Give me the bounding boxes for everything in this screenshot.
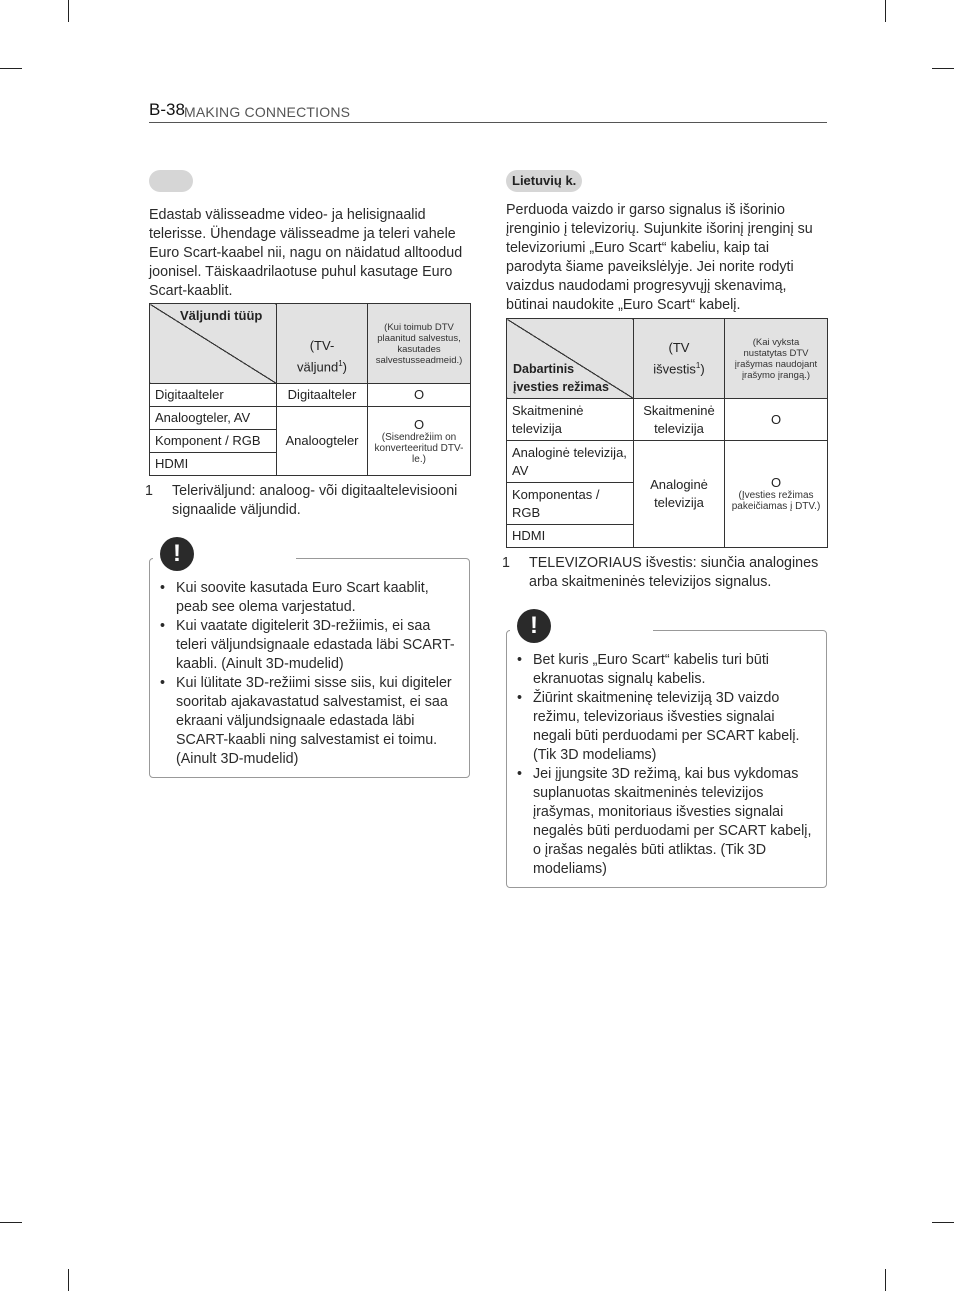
caution-item: • Jei įjungsite 3D režimą, kai bus vykdomas suplanuotas skaitmeninės televizijos įrašymas, monitoriaus išvesties signalai negalės būti perduodami per SCART kabelį, o įrašas negalės būti atliktas. (Tik 3D modeliams) xyxy=(515,765,812,879)
footnote-text: Teleriväljund: analoog- või digitaaltelevisiooni signaalide väljundid. xyxy=(172,483,458,518)
cell-mark: O xyxy=(413,416,425,432)
caution-item: • Bet kuris „Euro Scart“ kabelis turi būti ekranuotas signalų kabelis. xyxy=(515,651,812,689)
caution-item: • Kui soovite kasutada Euro Scart kaablit, peab see olema varjestatud. xyxy=(158,579,455,617)
cell-value-group xyxy=(368,407,471,476)
footnote xyxy=(145,482,470,520)
header-text: (Kai vyksta nustatytas DTV įrašymas naudojant įrašymo įrangą.) xyxy=(734,336,818,381)
row-label: Skaitmeninė televizija xyxy=(507,399,634,441)
row-label: Komponentas / RGB xyxy=(507,483,634,525)
row-label: Analoginė televizija, AV xyxy=(507,441,634,483)
footnote-ref: 1 xyxy=(695,360,701,370)
crop-mark xyxy=(68,0,69,22)
caution-icon: ! xyxy=(160,537,194,571)
cell-value: Skaitmeninė televizija xyxy=(634,399,725,441)
table-corner-cell xyxy=(150,304,277,384)
connection-table xyxy=(506,318,828,548)
cell-value: O xyxy=(725,399,828,441)
header-tv-output xyxy=(634,319,725,399)
cell-value: O xyxy=(368,384,471,407)
crop-mark xyxy=(0,68,22,69)
caution-box xyxy=(506,612,827,888)
crop-mark xyxy=(0,1222,22,1223)
corner-label-line: įvesties režimas xyxy=(513,380,609,394)
cell-value: Digitaalteler xyxy=(277,384,368,407)
row-label: HDMI xyxy=(150,453,277,476)
header-text: ) xyxy=(342,359,347,375)
header-text: (TV- xyxy=(309,337,335,353)
cell-value: Analoogteler xyxy=(277,407,368,476)
row-label: Analoogteler, AV xyxy=(150,407,277,430)
header-text: (Kui toimub DTV plaanitud salvestus, kasutades salvestusseadmeid.) xyxy=(375,321,463,366)
language-badge: Lietuvių k. xyxy=(506,170,582,192)
header-text: (TV xyxy=(668,339,690,355)
footnote-number: 1 xyxy=(145,483,153,499)
corner-label xyxy=(513,360,609,396)
cell-note: (Įvesties režimas pakeičiamas į DTV.) xyxy=(731,490,821,512)
header-text: ) xyxy=(700,361,705,377)
caution-list xyxy=(158,579,455,769)
header-recording xyxy=(725,319,828,399)
connection-table xyxy=(149,303,471,476)
caution-list xyxy=(515,651,812,879)
footnote-text: TELEVIZORIAUS išvestis: siunčia analogines arba skaitmeninės televizijos signalus. xyxy=(529,555,819,590)
caution-item: • Kui vaatate digitelerit 3D-režiimis, ei saa teleri väljundsignaale edastada läbi SCART-kaabli. (Ainult 3D-mudelid) xyxy=(158,617,455,674)
crop-mark xyxy=(68,1269,69,1291)
crop-mark xyxy=(932,1222,954,1223)
header-text: išvestis xyxy=(653,361,696,377)
cell-mark: O xyxy=(770,475,782,490)
corner-label: Väljundi tüüp xyxy=(180,308,263,323)
footnote-ref: 1 xyxy=(338,358,343,368)
page-header xyxy=(149,100,827,123)
caution-item: • Kui lülitate 3D-režiimi sisse siis, kui digiteler sooritab ajakavastatud salvestamist, ei saa ekraani väljundsignaale edastada läbi SCART-kaabli ning salvestamist ei toimu. (Ainult 3D-mudelid) xyxy=(158,674,455,769)
right-column xyxy=(502,170,827,888)
footnote-number: 1 xyxy=(502,555,510,571)
crop-mark xyxy=(885,0,886,22)
crop-mark xyxy=(932,68,954,69)
caution-icon: ! xyxy=(517,609,551,643)
caution-item: • Žiūrint skaitmeninę televiziją 3D vaizdo režimu, televizoriaus išvesties signalai negali būti perduodami per SCART kabelį. (Tik 3D modeliams) xyxy=(515,689,812,765)
intro-text: Perduoda vaizdo ir garso signalus iš išorinio įrenginio į televizorių. Sujunkite išorinį įrenginį su televizoriumi „Euro Scart“ kabeliu, kaip tai parodyta šiame paveikslėlyje. Jei norite rodyti vaizdus naudodami progresyvųjį skenavimą, būtinai naudokite „Euro Scart“ kabelį. xyxy=(506,202,813,313)
left-column xyxy=(145,170,470,778)
crop-mark xyxy=(885,1269,886,1291)
cell-value-group xyxy=(725,441,828,548)
cell-value: Analoginė televizija xyxy=(634,441,725,548)
section-title: MAKING CONNECTIONS xyxy=(184,104,351,120)
table-corner-cell xyxy=(507,319,634,399)
cell-note: (Sisendrežiim on konverteeritud DTV-le.) xyxy=(374,431,464,465)
corner-label-line: Dabartinis xyxy=(513,362,575,376)
intro-text: Edastab välisseadme video- ja helisignaalid telerisse. Ühendage välisseadme ja teleri vahele Euro Scart-kaabel nii, nagu on näidatud alltoodud joonisel. Täiskaadrilaotuse puhul kasutage Euro Scart-kaablit. xyxy=(149,207,463,299)
language-badge xyxy=(149,170,193,192)
header-tv-output xyxy=(277,304,368,384)
row-label: Komponent / RGB xyxy=(150,430,277,453)
header-recording xyxy=(368,304,471,384)
footnote xyxy=(502,554,827,592)
page-number: B-38 xyxy=(149,100,185,119)
row-label: HDMI xyxy=(507,525,634,548)
row-label: Digitaalteler xyxy=(150,384,277,407)
header-text: väljund xyxy=(297,359,339,375)
caution-box xyxy=(149,540,470,778)
